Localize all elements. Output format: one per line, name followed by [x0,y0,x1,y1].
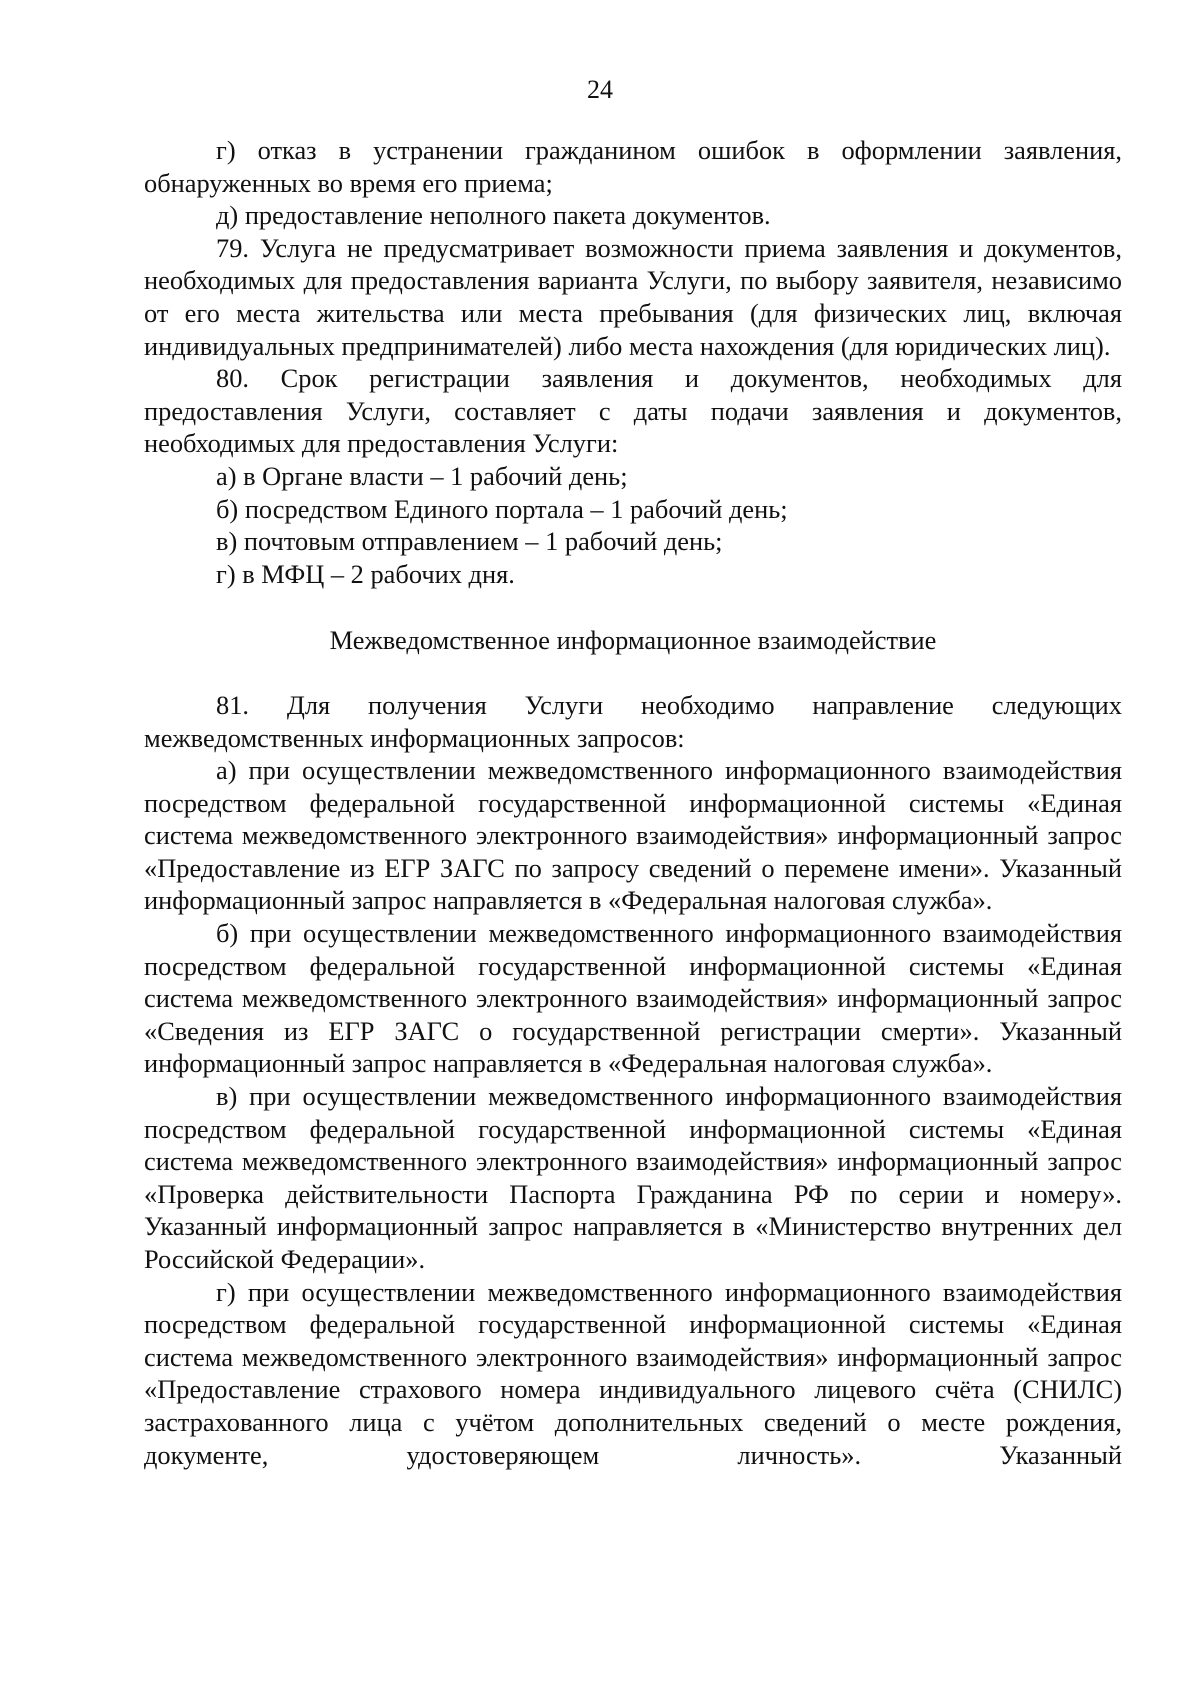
paragraph-79: 79. Услуга не предусматривает возможности приема заявления и документов, необходимых для предоставления варианта Услуги, по выбору заявителя, независимо от его места жительства или места пребывания (для физических лиц, включая индивидуальных предпринимателей) либо места нахождения (для юридических лиц). [144,232,1122,361]
paragraph-80-v: в) почтовым отправлением – 1 рабочий день; [216,526,723,557]
paragraph-81-g: г) при осуществлении межведомственного информационного взаимодействия посредством федеральной государственной информационной системы «Единая система межведомственного электронного взаимодействия» информационный запрос «Предоставление страхового номера индивидуального лицевого счёта (СНИЛС) застрахованного лица с учётом дополнительных сведений о месте рождения, документе, удостоверяющем личность». Указанный [144,1276,1122,1470]
page-number: 24 [587,75,613,104]
paragraph-81-v: в) при осуществлении межведомственного информационного взаимодействия посредством федеральной государственной информационной системы «Единая система межведомственного электронного взаимодействия» информационный запрос «Проверка действительности Паспорта Гражданина РФ по серии и номеру». Указанный информационный запрос направляется в «Министерство внутренних дел Российской Федерации». [144,1081,1122,1274]
paragraph-item-d-incomplete: д) предоставление неполного пакета документов. [216,200,771,231]
paragraph-81-b: б) при осуществлении межведомственного информационного взаимодействия посредством федеральной государственной информационной системы «Единая система межведомственного электронного взаимодействия» информационный запрос «Сведения из ЕГР ЗАГС о государственной регистрации смерти». Указанный информационный запрос направляется в «Федеральная налоговая служба». [144,918,1122,1079]
paragraph-80: 80. Срок регистрации заявления и документов, необходимых для предоставления Услуги, составляет с даты подачи заявления и документов, необходимых для предоставления Услуги: [144,363,1122,459]
paragraph-81: 81. Для получения Услуги необходимо направление следующих межведомственных информационных запросов: [144,689,1122,753]
paragraph-80-b: б) посредством Единого портала – 1 рабочий день; [216,493,788,524]
paragraph-item-g-refusal: г) отказ в устранении гражданином ошибок в оформлении заявления, обнаруженных во время его приема; [144,135,1122,198]
document-body [144,134,1122,1471]
paragraph-80-g: г) в МФЦ – 2 рабочих дня. [216,558,515,589]
paragraph-81-a: а) при осуществлении межведомственного информационного взаимодействия посредством федеральной государственной информационной системы «Единая система межведомственного электронного взаимодействия» информационный запрос «Предоставление из ЕГР ЗАГС по запросу сведений о перемене имени». Указанный информационный запрос направляется в «Федеральная налоговая служба». [144,755,1122,916]
section-heading: Межведомственное информационное взаимодействие [329,625,937,656]
paragraph-80-a: а) в Органе власти – 1 рабочий день; [216,460,628,491]
